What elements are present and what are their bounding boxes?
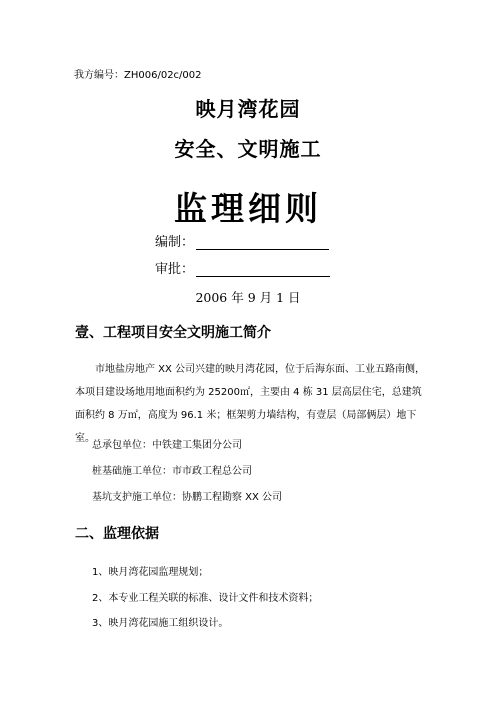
approved-by-row bbox=[155, 258, 330, 277]
compiled-by-label: 编制： bbox=[155, 235, 195, 250]
project-title: 映月湾花园 bbox=[195, 97, 301, 121]
pile-contractor: 桩基础施工单位：市市政工程总公司 bbox=[92, 466, 252, 477]
basis-item: 3、映月湾花园施工组织设计。 bbox=[92, 618, 229, 629]
project-description: 市地盐房地产 XX 公司兴建的映月湾花园，位于后海东面、工业五路南侧，本项目建设场地用地面积约为 25200㎡，主要由 4 栋 31 层高层住宅，总建筑面积约 8 万㎡，高度为 96.1 米；框架剪力墙结构，有壹层（局部俩层）地下室。 bbox=[75, 364, 426, 444]
subtitle: 安全、文明施工 bbox=[174, 137, 322, 161]
document-title: 监理细则 bbox=[174, 189, 322, 228]
section1-heading: 壹、工程项目安全文明施工简介 bbox=[75, 325, 271, 341]
section2-heading: 二、监理依据 bbox=[75, 526, 159, 542]
basis-item: 2、本专业工程关联的标准、设计文件和技术资料； bbox=[92, 593, 319, 604]
compiled-by-row bbox=[155, 231, 329, 250]
pit-contractor: 基坑支护施工单位：协鹏工程勘察 XX 公司 bbox=[92, 492, 283, 503]
general-contractor: 总承包单位：中铁建工集团分公司 bbox=[92, 440, 242, 451]
approved-by-label: 审批： bbox=[155, 262, 195, 277]
document-number: 我方编号：ZH006/02c/002 bbox=[74, 70, 202, 81]
approved-by-line bbox=[196, 262, 330, 277]
compiled-by-line bbox=[196, 235, 329, 250]
basis-item: 1、映月湾花园监理规划； bbox=[92, 567, 209, 578]
document-date: 2006 年 9 月 1 日 bbox=[195, 290, 301, 305]
